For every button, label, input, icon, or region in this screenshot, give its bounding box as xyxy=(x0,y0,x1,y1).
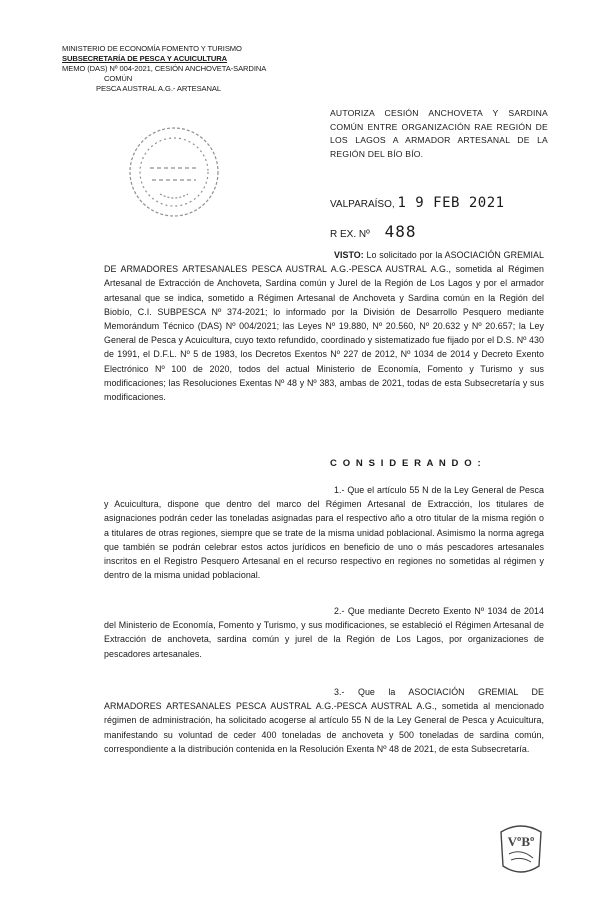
considerando-1-text: 1.- Que el artículo 55 N de la Ley General de Pesca y Acuicultura, dispone que dentro del marco del Régimen Artesanal de Extracción, los titulares de asignaciones podrán ceder las toneladas asignadas para el respectivo año a otro titular de la misma región o a titulares de otras regiones, siempre que se trate de la misma unidad poblacional. Asimismo la norma agrega que también se podrán celebrar estos actos jurídicos en beneficio de uno o más pescadores artesanales inscritos en el Registro Pesquero Artesanal en el recurso respectivo en regiones no sometidas al régimen y dentro de la misma unidad poblacional. xyxy=(104,485,544,581)
place: VALPARAÍSO, xyxy=(330,199,395,210)
rex-number: 488 xyxy=(384,222,417,241)
memo-reference-cont: COMÚN xyxy=(104,74,133,83)
considerando-3 xyxy=(104,685,544,756)
visto-label: VISTO: xyxy=(334,250,364,260)
considerando-2 xyxy=(104,604,544,661)
considerando-2-text: 2.- Que mediante Decreto Exento Nº 1034 de 2014 del Ministerio de Economía, Fomento y Turismo, y sus modificaciones, se estableció el Régimen Artesanal de Extracción de anchoveta, sardina común y jurel de la Región de Los Lagos, por organizaciones de pescadores artesanales. xyxy=(104,606,544,659)
visto-text: Lo solicitado por la ASOCIACIÓN GREMIAL DE ARMADORES ARTESANALES PESCA AUSTRAL A.G.-PESCA AUSTRAL A.G., sometida al Régimen Artesanal de Extracción de Anchoveta, Sardina común y Jurel de la Región de Los Lagos y por el armador artesanal que se indica, sometido a Régimen Artesanal de Anchoveta y Sardina común en la Región del Biobío, C.I. SUBPESCA Nº 374-2021; lo informado por la División de Desarrollo Pesquero mediante Memorándum Técnico (DAS) Nº 004/2021; las Leyes Nº 19.880, Nº 20.560, Nº 20.632 y Nº 20.657; la Ley General de Pesca y Acuicultura, cuyo texto refundido, coordinado y sistematizado fue fijado por el D.S. Nº 430 de 1991, el D.F.L. Nº 5 de 1983, los Decretos Exentos Nº 227 de 2012, Nº 1034 de 2014 y Decreto Exento Electrónico Nº 100 de 2020, todos del actual Ministerio de Economía, Fomento y Turismo y sus modificaciones; las Resoluciones Exentas Nº 48 y Nº 383, ambas de 2021, todas de esta Subsecretaría y sus modificaciones. xyxy=(104,250,544,403)
considerando-3-text: 3.- Que la ASOCIACIÓN GREMIAL DE ARMADORES ARTESANALES PESCA AUSTRAL A.G.-PESCA AUSTRAL A.G., sometida al mencionado régimen de administración, ha solicitado acogerse al artículo 55 N de la Ley General de Pesca y Acuicultura, manifestando su voluntad de ceder 400 toneladas de anchoveta y 500 toneladas de sardina común, correspondiente a la distribución contenida en la Resolución Exenta Nº 48 de 2021, de esta Subsecretaría. xyxy=(104,687,544,754)
official-seal-stamp xyxy=(120,118,228,226)
resolution-subject: AUTORIZA CESIÓN ANCHOVETA Y SARDINA COMÚN ENTRE ORGANIZACIÓN RAE REGIÓN DE LOS LAGOS A ARMADOR ARTESANAL DE LA REGIÓN DEL BÍO BÍO. xyxy=(330,108,548,159)
letterhead xyxy=(62,44,266,94)
visto-paragraph xyxy=(104,248,544,404)
considerando-1 xyxy=(104,483,544,582)
approval-stamp xyxy=(495,820,547,878)
rex-label: R EX. Nº xyxy=(330,229,370,240)
approval-stamp-label: VºBº xyxy=(507,834,535,849)
memo-reference: MEMO (DAS) Nº 004-2021, CESIÓN ANCHOVETA-SARDINA xyxy=(62,64,267,73)
date-stamp: 1 9 FEB 2021 xyxy=(397,195,505,211)
place-and-date xyxy=(330,195,505,211)
resolution-number xyxy=(330,222,416,241)
subsecretaria-name: SUBSECRETARÍA DE PESCA Y ACUICULTURA xyxy=(62,54,228,63)
organization-reference: PESCA AUSTRAL A.G.- ARTESANAL xyxy=(96,84,221,93)
considerando-heading: C O N S I D E R A N D O : xyxy=(330,458,483,469)
ministry-name: MINISTERIO DE ECONOMÍA FOMENTO Y TURISMO xyxy=(62,44,242,53)
